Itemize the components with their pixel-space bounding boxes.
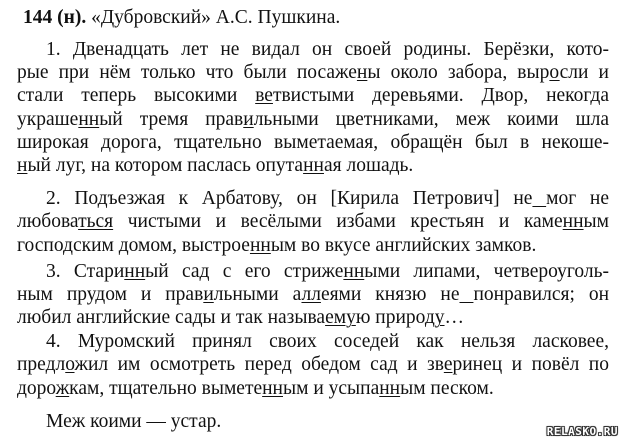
text-segment: широкая дорога, тщательно выметаемая, обращён был в некоше- bbox=[17, 131, 609, 153]
text-segment: сли и bbox=[559, 62, 609, 84]
underlined-spelling: е bbox=[443, 354, 453, 376]
exercise-title: «Дубровский» А.С. Пушкина. bbox=[91, 7, 341, 28]
underlined-spelling: ве bbox=[255, 85, 273, 107]
text-segment: господским домом, выстрое bbox=[17, 234, 250, 256]
text-segment: любил английские сады и так называ bbox=[17, 307, 326, 329]
text-segment: 1. Двенадцать лет не видал он своей родины. Берёзки, кото- bbox=[46, 39, 609, 60]
text-segment: чистыми и весёлыми избами крестьян и каме bbox=[113, 211, 563, 233]
underlined-spelling: ему bbox=[325, 307, 356, 329]
text-segment: любова bbox=[17, 211, 79, 233]
text-line bbox=[17, 131, 609, 154]
underlined-spelling: нн bbox=[78, 108, 100, 130]
text-segment: 4. Муромский принял своих соседей как нельзя ласковее, bbox=[46, 331, 609, 353]
underlined-spelling: нн bbox=[303, 154, 324, 176]
text-line bbox=[17, 210, 609, 233]
text-line bbox=[17, 61, 609, 84]
text-line bbox=[17, 410, 609, 433]
site-watermark: RELASKO.RU bbox=[546, 425, 618, 438]
underlined-spelling: ду bbox=[424, 307, 445, 329]
text-segment: мог не bbox=[546, 188, 609, 210]
text-segment: 2. Подъезжая к Арбатову, он [Кирила Петрович] не bbox=[46, 188, 533, 210]
text-segment: понравился; он bbox=[473, 283, 610, 305]
text-line bbox=[17, 234, 609, 257]
text-segment: 3. Стари bbox=[46, 260, 125, 282]
underlined-spelling: нн bbox=[562, 211, 584, 233]
paragraph-4 bbox=[17, 330, 609, 400]
text-segment: … bbox=[444, 307, 465, 329]
text-segment: ринец и повёл по bbox=[452, 354, 609, 376]
exercise-heading bbox=[23, 6, 609, 30]
text-segment: ым песком. bbox=[400, 377, 494, 399]
text-line bbox=[17, 306, 609, 329]
text-segment: украше bbox=[17, 108, 79, 130]
text-segment: ю приро bbox=[355, 307, 425, 329]
underlined-spelling: нн bbox=[343, 260, 365, 282]
text-segment: ый сад с его стриже bbox=[145, 260, 344, 282]
underlined-spelling bbox=[532, 188, 546, 209]
underlined-spelling: и bbox=[203, 283, 214, 305]
underlined-spelling: н bbox=[356, 62, 368, 84]
exercise-number: 144 (н). bbox=[23, 7, 87, 28]
text-segment: Меж коими — устар. bbox=[46, 410, 222, 432]
text-line bbox=[17, 377, 609, 400]
underlined-spelling bbox=[459, 284, 473, 305]
paragraph-5 bbox=[17, 410, 609, 433]
underlined-spelling: нн bbox=[249, 234, 271, 256]
text-segment: ым bbox=[583, 211, 609, 233]
text-line bbox=[17, 187, 609, 210]
text-line bbox=[17, 283, 609, 306]
paragraph-2 bbox=[17, 187, 609, 257]
text-segment: еями князю не bbox=[320, 283, 460, 305]
underlined-spelling: нн bbox=[124, 260, 146, 282]
underlined-spelling: ться bbox=[78, 211, 114, 233]
underlined-spelling: о bbox=[65, 354, 75, 376]
text-line bbox=[17, 38, 609, 61]
underlined-spelling: и bbox=[243, 108, 254, 130]
text-segment: ыми липами, четвероуголь- bbox=[364, 260, 609, 282]
exercise-page bbox=[17, 6, 609, 433]
text-line bbox=[17, 108, 609, 131]
text-segment: ый луг, на котором паслась опута bbox=[27, 154, 304, 176]
underlined-spelling: лл bbox=[301, 283, 321, 305]
underlined-spelling: н bbox=[17, 154, 28, 176]
underlined-spelling: нн bbox=[379, 377, 401, 399]
text-line bbox=[17, 84, 609, 107]
text-segment: доро bbox=[17, 377, 56, 399]
text-line bbox=[17, 330, 609, 353]
text-line bbox=[17, 260, 609, 283]
text-segment: ый тремя прав bbox=[99, 108, 244, 130]
text-segment: ы около забора, выр bbox=[367, 62, 550, 84]
text-segment: рые при нём только что были посаже bbox=[17, 62, 357, 84]
text-segment: жил им осмотреть перед обедом сад и зв bbox=[74, 354, 444, 376]
underlined-spelling: о bbox=[549, 62, 560, 84]
text-line bbox=[17, 353, 609, 376]
text-segment: твистыми деревьями. Двор, некогда bbox=[272, 85, 609, 107]
text-segment: кам, тщательно выметe bbox=[69, 377, 263, 399]
text-segment: предл bbox=[17, 354, 66, 376]
underlined-spelling: нн bbox=[262, 377, 283, 399]
text-segment: стали теперь высокими bbox=[17, 85, 256, 107]
paragraph-3 bbox=[17, 260, 609, 330]
text-segment: ым и усыпа bbox=[283, 377, 380, 399]
underlined-spelling: ж bbox=[55, 377, 70, 399]
text-segment: льными а bbox=[213, 283, 302, 305]
text-segment: ая лошадь. bbox=[323, 154, 414, 176]
text-segment: ым во вкусе английских замков. bbox=[270, 234, 537, 256]
text-segment: ным прудом и прав bbox=[17, 283, 204, 305]
paragraph-1 bbox=[17, 38, 609, 177]
text-line bbox=[17, 154, 609, 177]
text-segment: льными цветниками, меж коими шла bbox=[253, 108, 609, 130]
